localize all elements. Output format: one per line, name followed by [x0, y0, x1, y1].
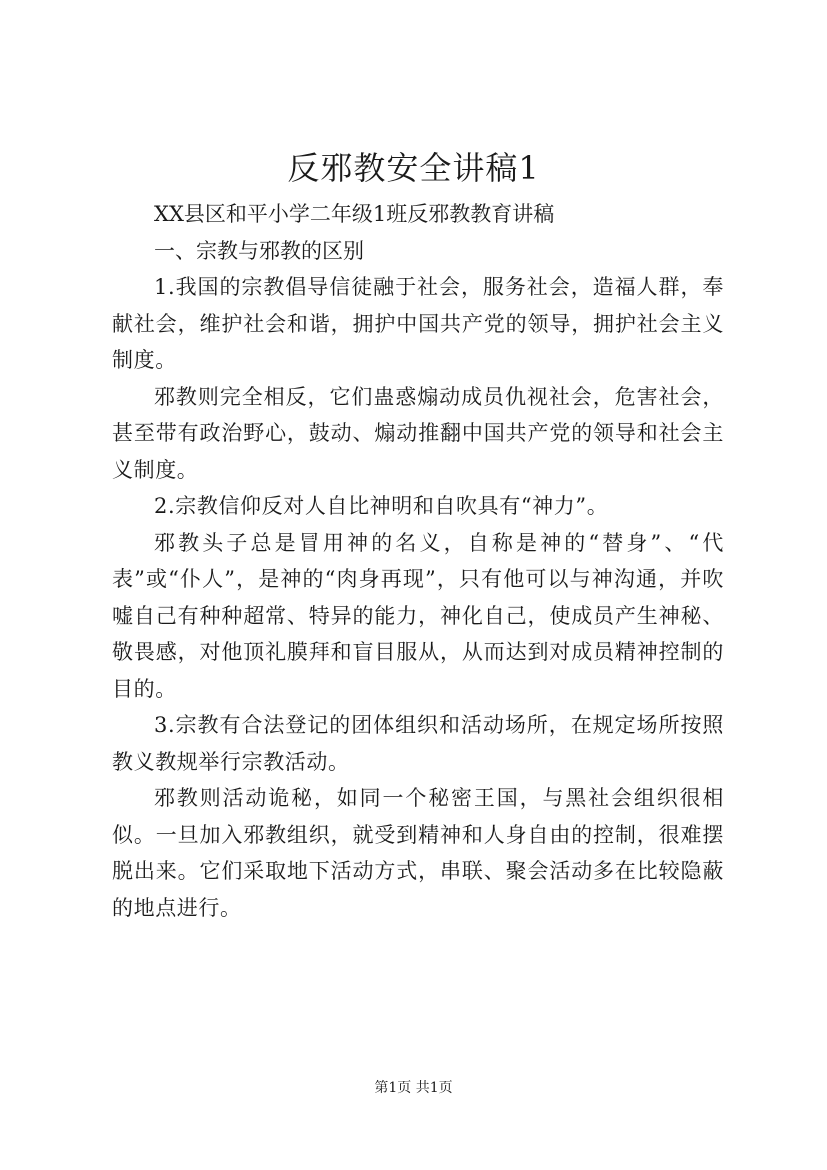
page-footer: 第1页 共1页: [374, 1080, 453, 1096]
body-paragraph: 邪教头子总是冒用神的名义，自称是神的“替身”、“代表”或“仆人”，是神的“肉身再现”，只有他可以与神沟通，并吹嘘自己有种种超常、特异的能力，神化自己，使成员产生神秘、敬畏感，对他顶礼膜拜和盲目服从，从而达到对成员精神控制的目的。: [112, 530, 724, 701]
document-body: [112, 196, 724, 926]
section-heading: 一、宗教与邪教的区别: [154, 238, 364, 263]
body-paragraph: 1.我国的宗教倡导信徒融于社会，服务社会，造福人群，奉献社会，维护社会和谐，拥护中国共产党的领导，拥护社会主义制度。: [112, 275, 724, 372]
subtitle-paragraph: XX县区和平小学二年级1班反邪教教育讲稿: [154, 202, 555, 226]
document-title: 反邪教安全讲稿1: [287, 149, 540, 187]
body-paragraph: 邪教则活动诡秘，如同一个秘密王国，与黑社会组织很相似。一旦加入邪教组织，就受到精神和人身自由的控制，很难摆脱出来。它们采取地下活动方式，串联、聚会活动多在比较隐蔽的地点进行。: [112, 786, 724, 920]
body-paragraph: 3.宗教有合法登记的团体组织和活动场所，在规定场所按照教义教规举行宗教活动。: [112, 713, 724, 774]
body-paragraph: 2.宗教信仰反对人自比神明和自吹具有“神力”。: [154, 494, 609, 518]
body-paragraph: 邪教则完全相反，它们蛊惑煽动成员仇视社会，危害社会，甚至带有政治野心，鼓动、煽动推翻中国共产党的领导和社会主义制度。: [112, 384, 724, 482]
